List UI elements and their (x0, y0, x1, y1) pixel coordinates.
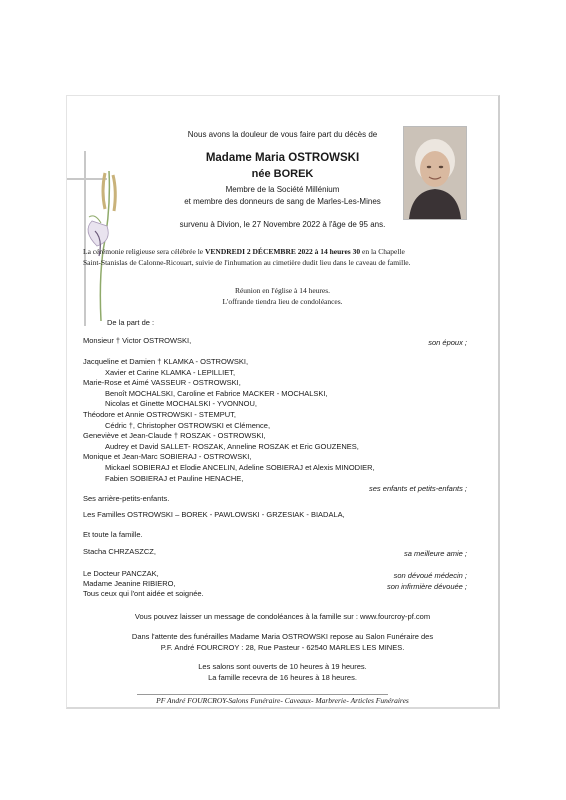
family-member-line: Xavier et Carine KLAMKA - LEPILLIET, (105, 367, 236, 377)
families-line: Les Familles OSTROWSKI – BOREK - PAWLOWSKI - GRZESIAK - BIADALA, (83, 510, 345, 519)
family-member-line: Nicolas et Ginette MOCHALSKI - YVONNOU, (105, 399, 257, 409)
condolences-message: Vous pouvez laisser un message de condoléances à la famille sur : www.fourcroy-pf.com (134, 612, 431, 621)
membership-2: et membre des donneurs de sang de Marles-Les-Mines (184, 197, 381, 206)
death-notice: survenu à Divion, le 27 Novembre 2022 à l'âge de 95 ans. (179, 220, 386, 229)
family-member-line: Benoît MOCHALSKI, Caroline et Fabrice MACKER - MOCHALSKI, (105, 388, 328, 398)
all-family: Et toute la famille. (83, 530, 143, 539)
footer-divider (137, 694, 388, 695)
membership-1: Membre de la Société Millénium (225, 185, 340, 194)
reunion-text: Réunion en l'église à 14 heures. (234, 286, 331, 295)
ceremony-line-1: La cérémonie religieuse sera célébrée le VENDREDI 2 DÉCEMBRE 2022 à 14 heures 30 en la Chapelle (83, 247, 405, 256)
offrande-text: L'offrande tiendra lieu de condoléances. (222, 297, 343, 306)
ceremony-date: VENDREDI 2 DÉCEMBRE 2022 à 14 heures 30 (205, 247, 361, 256)
family-member-line: Jacqueline et Damien † KLAMKA - OSTROWSKI, (83, 357, 249, 366)
children-role: ses enfants et petits-enfants ; (369, 484, 467, 493)
family-member-line: Audrey et David SALLET- ROSZAK, Anneline ROSZAK et Eric GOUZENES, (105, 441, 359, 451)
great-grandchildren: Ses arrière-petits-enfants. (83, 494, 170, 503)
doctor-name: Le Docteur PANCZAK, (83, 569, 159, 578)
hours-line-1: Les salons sont ouverts de 10 heures à 19 heures. (198, 662, 367, 671)
ceremony-line-2: Saint-Stanislas de Calonne-Ricouart, suivie de l'inhumation au cimetière dudit lieu dans le caveau de famille. (83, 258, 411, 267)
salon-line-1: Dans l'attente des funérailles Madame Maria OSTROWSKI repose au Salon Funéraire des (131, 632, 434, 641)
deceased-name: Madame Maria OSTROWSKI (205, 152, 360, 164)
friend-name: Stacha CHRZASZCZ, (83, 547, 156, 556)
salon-line-2: P.F. André FOURCROY : 28, Rue Pasteur - 62540 MARLES LES MINES. (160, 643, 405, 652)
family-member-line: Geneviève et Jean-Claude † ROSZAK - OSTROWSKI, (83, 431, 266, 441)
family-member-line: Théodore et Annie OSTROWSKI - STEMPUT, (83, 409, 236, 419)
doctor-role: son dévoué médecin ; (393, 571, 467, 580)
spouse-name: Monsieur † Victor OSTROWSKI, (83, 336, 192, 345)
family-member-line: Mickael SOBIERAJ et Elodie ANCELIN, Adeline SOBIERAJ et Alexis MINODIER, (105, 462, 375, 472)
from-label: De la part de : (107, 318, 155, 327)
intro-text: Nous avons la douleur de vous faire part du décès de (187, 130, 378, 139)
maiden-name: née BOREK (251, 168, 314, 180)
children-list (83, 357, 375, 484)
nurse-name: Madame Jeanine RIBIERO, (83, 579, 176, 588)
family-member-line: Fabien SOBIERAJ et Pauline HENACHE, (105, 473, 244, 483)
friend-role: sa meilleure amie ; (404, 549, 467, 558)
footer-company: PF André FOURCROY-Salons Funéraire- Caveaux- Marbrerie- Articles Funéraires (156, 696, 409, 705)
carers-line: Tous ceux qui l'ont aidée et soignée. (83, 589, 204, 598)
family-member-line: Cédric †, Christopher OSTROWSKI et Clémence, (105, 420, 271, 430)
spouse-role: son époux ; (428, 338, 467, 347)
family-member-line: Monique et Jean-Marc SOBIERAJ - OSTROWSKI, (83, 452, 252, 462)
nurse-role: son infirmière dévouée ; (386, 582, 467, 591)
hours-line-2: La famille recevra de 16 heures à 18 heures. (208, 673, 357, 682)
family-member-line: Marie-Rose et Aimé VASSEUR - OSTROWSKI, (83, 378, 241, 388)
obituary-sheet (66, 95, 500, 709)
